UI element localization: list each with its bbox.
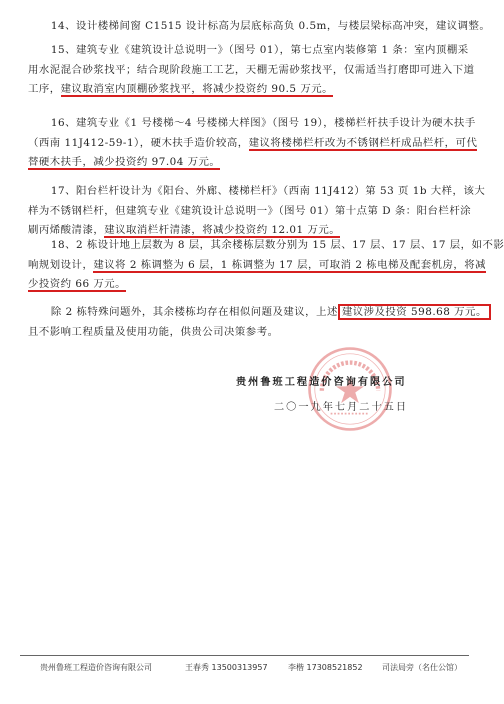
company-seal [306,345,394,433]
item-18-line-3 [28,275,462,295]
signature-company: 贵州鲁班工程造价咨询有限公司 [236,376,407,388]
item-16-line-3 [28,153,462,173]
item-15-line-3-text: 工序， [28,83,61,95]
footer-company: 贵州鲁班工程造价咨询有限公司 [40,663,152,672]
item-14 [28,17,491,37]
item-15-line-3 [28,80,462,100]
item-15 [28,41,475,100]
summary-line-1-text: 除 2 栋特殊问题外，其余楼栋均存在相似问题及建议，上述 [50,306,338,318]
footer-divider [20,655,469,656]
item-18-suggestion-underlined-cont: 少投资约 66 万元。 [28,278,127,290]
summary-line-1 [28,303,487,323]
item-18-line-2-text: 响规划设计， [28,258,94,271]
summary-paragraph [28,303,487,342]
footer-contact-2: 李楷 17308521852 [288,663,363,672]
item-18-line-1: 18、2 栋设计地上层数为 8 层，其余楼栋层数分别为 15 层、17 层、17 层、17 层，如不影 [50,239,504,251]
footer-address: 司法局旁（名仕公馆） [382,663,462,672]
item-18-line-2 [28,256,487,276]
item-18 [28,236,504,295]
item-16-suggestion-underlined: 建议将楼梯栏杆改为不锈钢栏杆成品栏杆，可代 [248,136,478,149]
item-16-line-2-text: （西南 11J412-59-1），硬木扶手造价较高， [28,136,249,149]
footer-contact-1: 王春秀 13500313957 [185,663,268,672]
total-investment-boxed: 建议涉及投资 598.68 万元。 [338,304,491,320]
item-17 [28,182,486,241]
item-16-line-1: 16、建筑专业《1 号楼梯～4 号楼梯大样图》（图号 19），楼梯栏杆扶手设计为硬木扶手 [50,117,476,129]
summary-line-2: 且不影响工程质量及使用功能，供贵公司决策参考。 [28,325,279,338]
item-17-line-1: 17、阳台栏杆设计为《阳台、外廊、楼梯栏杆》（西南 11J412）第 53 页 1b 大样，该大 [50,185,486,197]
item-15-line-1: 15、建筑专业《建筑设计总说明一》（图号 01），第七点室内装修第 1 条：室内顶棚采 [50,44,469,56]
item-15-line-2: 用水泥混合砂浆找平；结合现阶段施工工艺，天棚无需砂浆找平，仅需适当打磨即可进入下道 [28,63,475,76]
item-14-line-1: 14、设计楼梯间窗 C1515 设计标高为层底标高负 0.5m，与楼层梁标高冲突，建议调整。 [50,20,491,32]
item-17-line-2: 样为不锈钢栏杆，但建筑专业《建筑设计总说明一》（图号 01）第十点第 D 条：阳台栏杆涂 [28,204,472,217]
item-15-suggestion-underlined: 建议取消室内顶棚砂浆找平，将减少投资约 90.5 万元。 [60,83,334,95]
signature-date: 二〇一九年七月二十五日 [274,402,409,413]
item-17-suggestion-underlined: 建议取消栏杆清漆，将减少投资约 12.01 万元。 [104,224,341,236]
item-17-line-3-text: 刷丙烯酸清漆， [28,224,105,236]
item-16-line-2 [28,134,478,154]
item-16 [28,114,478,173]
item-16-suggestion-underlined-cont: 替硬木扶手，减少投资约 97.04 万元。 [28,156,221,168]
item-18-suggestion-underlined: 建议将 2 栋调整为 6 层，1 栋调整为 17 层，可取消 2 栋电梯及配套机房，将减 [93,258,487,271]
